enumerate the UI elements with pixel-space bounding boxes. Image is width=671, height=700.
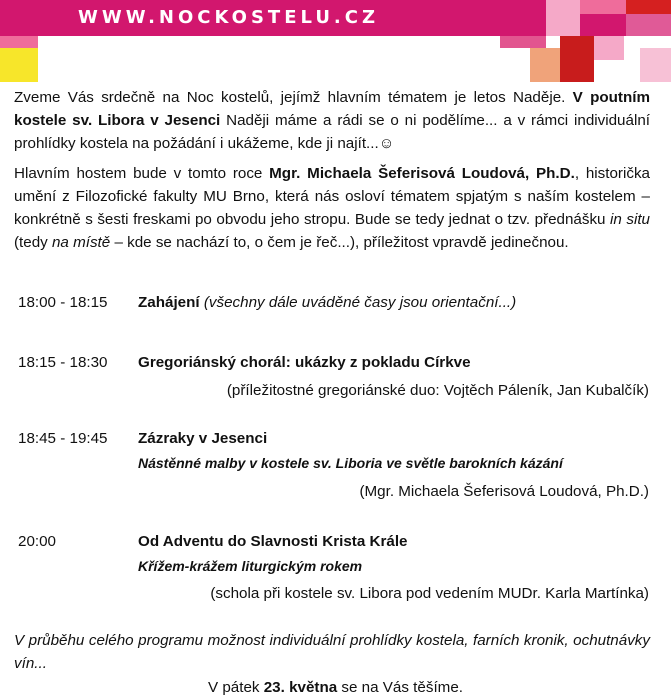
magenta-tile-2 xyxy=(580,14,626,36)
intro-paragraph-2: Hlavním hostem bude v tomto roce Mgr. Michaela Šeferisová Loudová, Ph.D., historička umění z Filozofické fakulty MU Brno, která nás osloví tématem spjatým s naším kostelem – konkrétně s šesti freskami po obvodu jeho stropu. Bude se tedy jednat o tzv. přednášku in situ (tedy na místě – kde se nachází to, o čem je řeč...), příležitost vpravdě jedinečnou. xyxy=(14,165,650,251)
schedule-time: 18:15 - 18:30 xyxy=(18,354,108,371)
pink-tile-2 xyxy=(594,36,624,60)
schedule-time: 18:45 - 19:45 xyxy=(18,430,108,447)
lightpink-tile xyxy=(546,0,580,36)
event-date: 23. května xyxy=(263,679,338,696)
schedule-title: Zahájení (všechny dále uváděné časy jsou orientační...) xyxy=(138,294,517,311)
guest-name: Mgr. Michaela Šeferisová Loudová, Ph.D. xyxy=(269,165,575,182)
orange-tile xyxy=(530,48,560,82)
footer-note: V průběhu celého programu možnost individuální prohlídky kostela, farních kronik, ochutnávky vín... xyxy=(14,632,650,672)
rose-tile xyxy=(640,48,671,82)
schedule-subtitle: Nástěnné malby v kostele sv. Liboria ve světle barokních kázání xyxy=(138,455,563,471)
magenta-tile xyxy=(500,36,546,48)
magenta-tile-3 xyxy=(626,14,671,36)
header-banner xyxy=(0,0,671,82)
schedule-time: 20:00 xyxy=(18,533,57,550)
closing-line: V pátek 23. května se na Vás těšíme. xyxy=(208,679,463,696)
pink-square xyxy=(0,36,38,48)
schedule-title: Gregoriánský chorál: ukázky z pokladu Církve xyxy=(138,354,471,371)
website-url: WWW.NOCKOSTELU.CZ xyxy=(78,7,380,28)
schedule-note: (příležitostné gregoriánské duo: Vojtěch Páleník, Jan Kubalčík) xyxy=(226,382,649,399)
schedule-time: 18:00 - 18:15 xyxy=(18,294,108,311)
intro-paragraph-1: Zveme Vás srdečně na Noc kostelů, jejímž hlavním tématem je letos Naděje. V poutním kostele sv. Libora v Jesenci Naději máme a rádi se o ni podělíme... a v rámci individuální prohlídky kostela na požádání i ukážeme, kde ji najít...☺ xyxy=(14,89,650,152)
schedule-title: Od Adventu do Slavnosti Krista Krále xyxy=(138,533,408,550)
red-tile-2 xyxy=(560,36,594,82)
pink-tile xyxy=(580,0,626,14)
red-tile xyxy=(626,0,671,14)
schedule-note: (všechny dále uváděné časy jsou orientační...) xyxy=(199,294,517,311)
church-name: V poutním kostele sv. Libora v Jesenci xyxy=(14,89,650,129)
schedule-subtitle: Křížem-krážem liturgickým rokem xyxy=(138,558,363,574)
schedule-note: (Mgr. Michaela Šeferisová Loudová, Ph.D.) xyxy=(359,483,649,500)
schedule-note: (schola při kostele sv. Libora pod vedením MUDr. Karla Martínka) xyxy=(210,585,649,602)
schedule-title: Zázraky v Jesenci xyxy=(138,430,268,447)
